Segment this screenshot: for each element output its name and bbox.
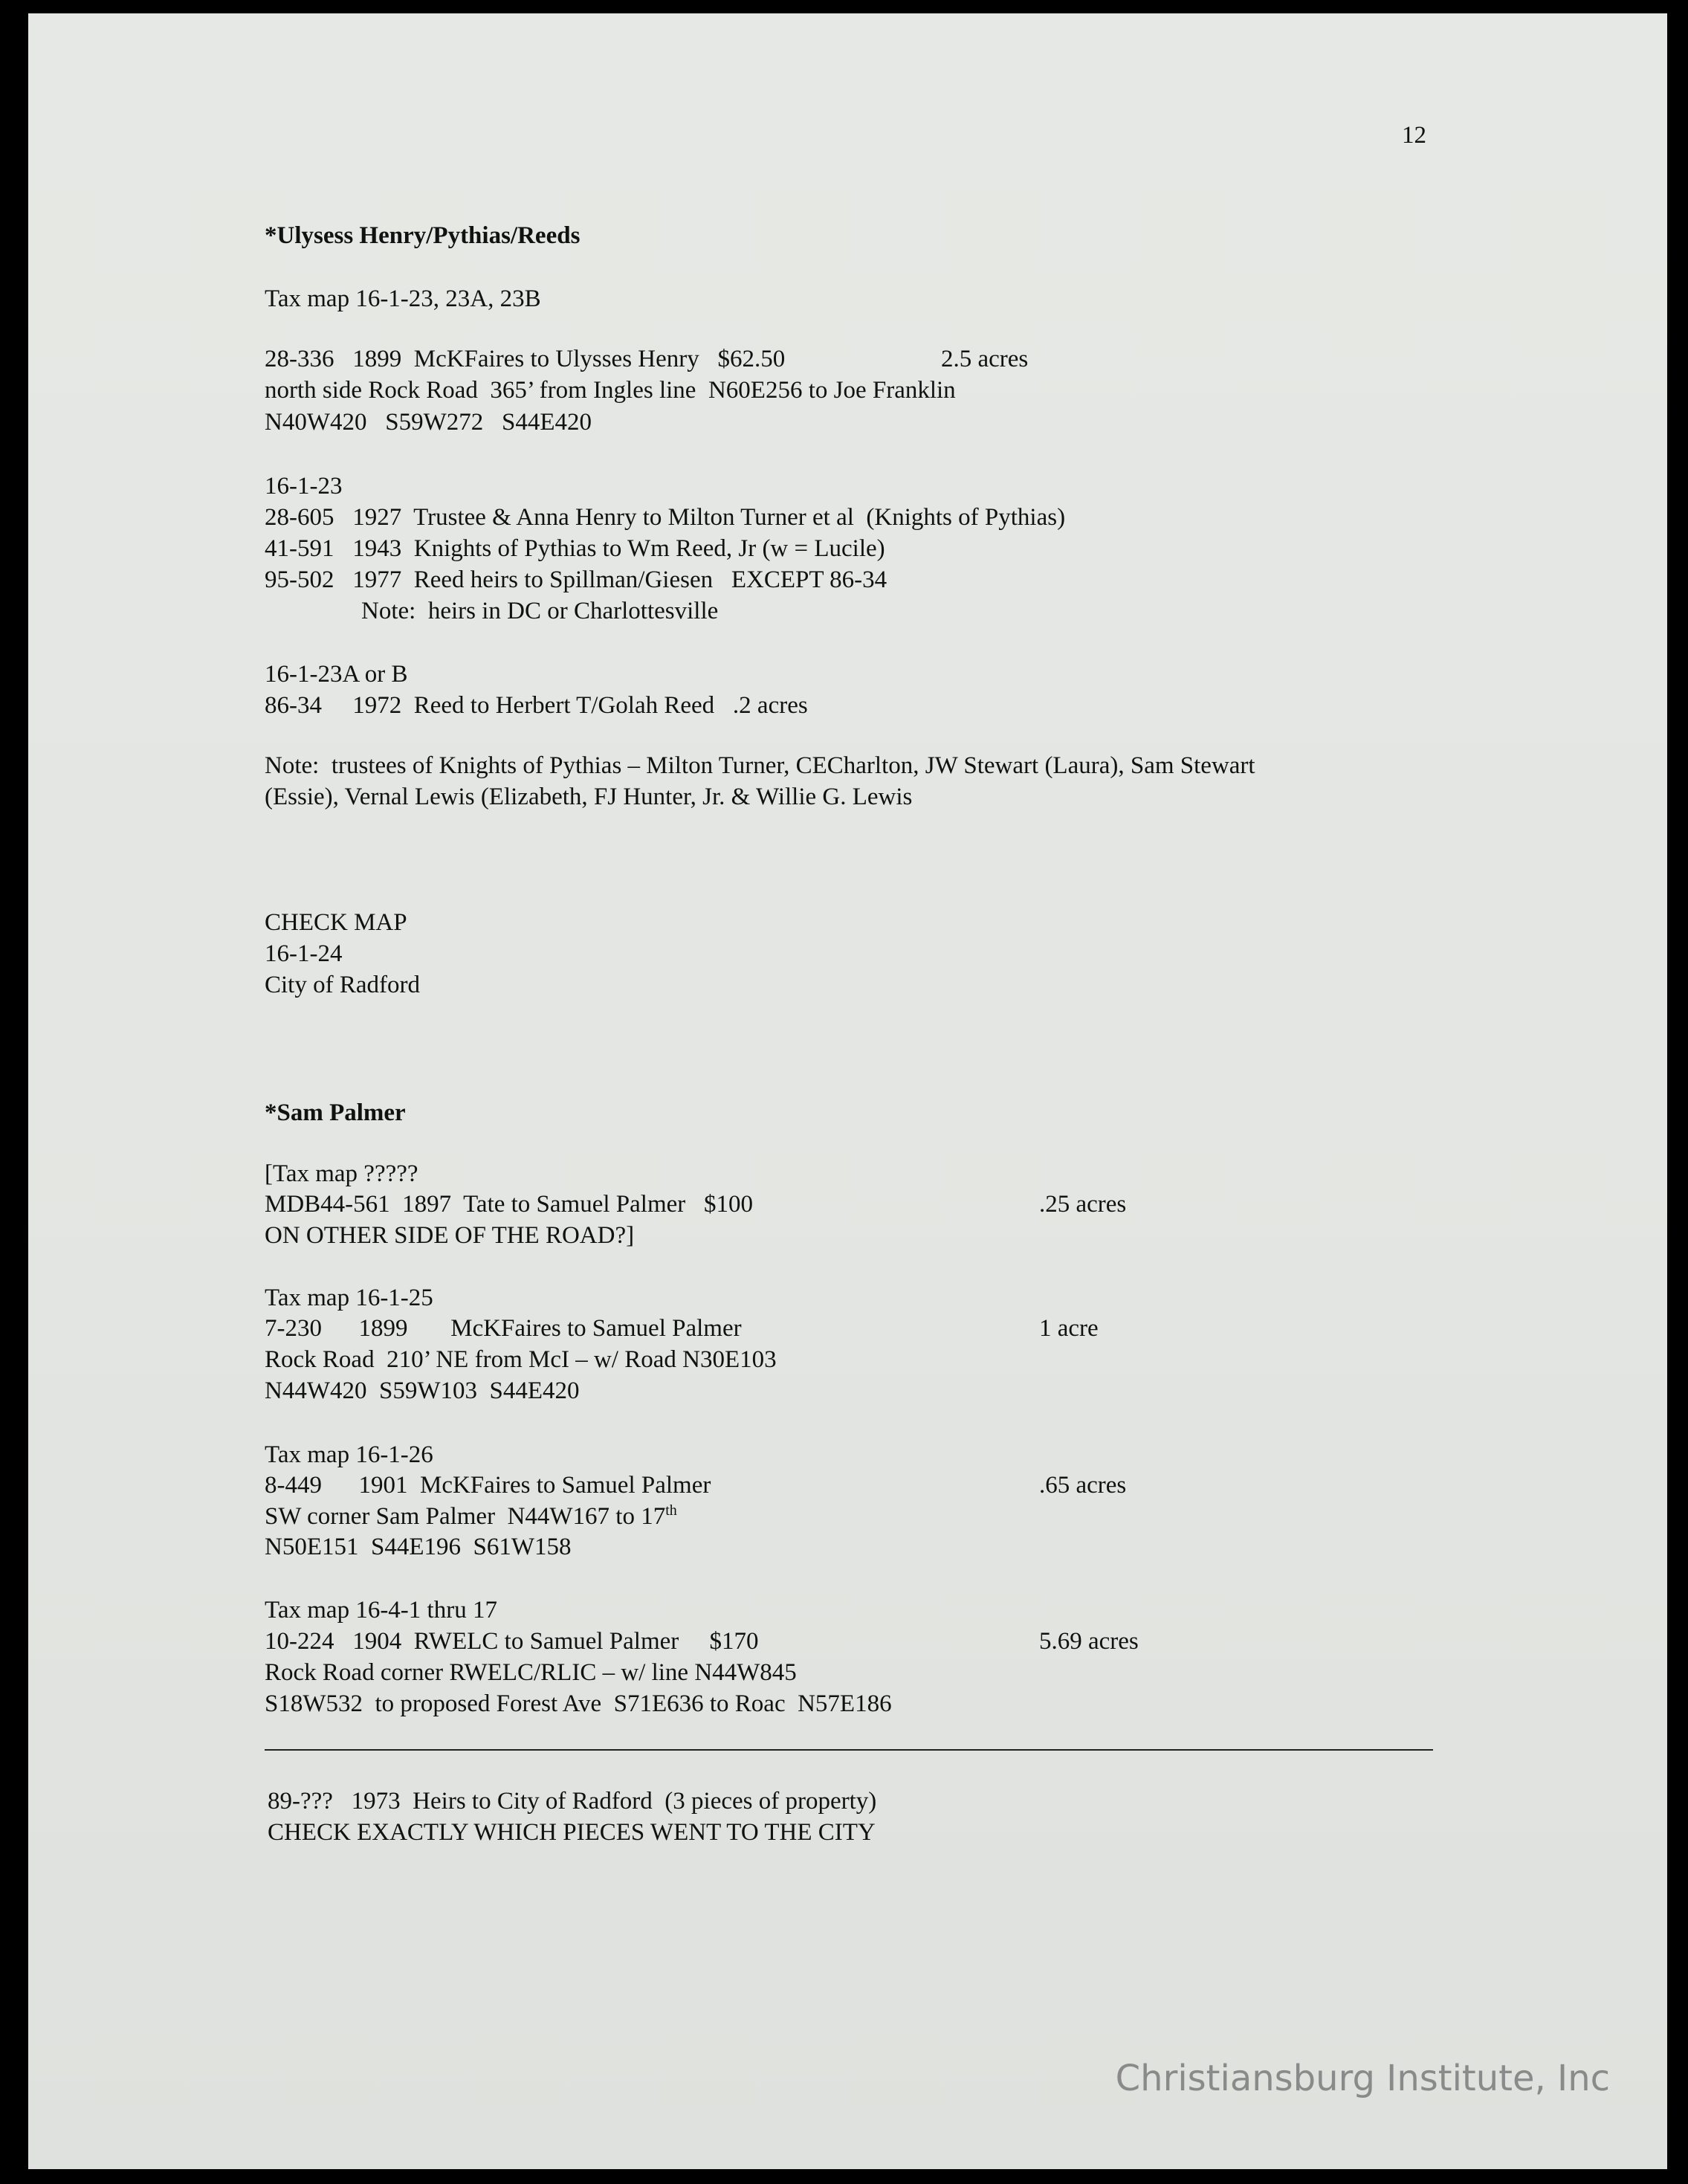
deed-description bbox=[265, 1502, 677, 1531]
owner-name: City of Radford bbox=[265, 972, 420, 998]
acreage: 2.5 acres bbox=[941, 346, 1029, 372]
deed-bearings: N50E151 S44E196 S61W158 bbox=[265, 1534, 572, 1560]
horizontal-rule bbox=[265, 1749, 1433, 1751]
deed-bearings: N40W420 S59W272 S44E420 bbox=[265, 409, 592, 436]
acreage: .25 acres bbox=[1039, 1191, 1127, 1218]
deed-entry: 7-230 1899 McKFaires to Samuel Palmer bbox=[265, 1315, 742, 1342]
section-heading-ulysess-henry: *Ulysess Henry/Pythias/Reeds bbox=[265, 222, 581, 249]
deed-entry: 86-34 1972 Reed to Herbert T/Golah Reed .2 acres bbox=[265, 692, 808, 719]
check-map-label: CHECK MAP bbox=[265, 909, 407, 936]
parcel-id: 16-1-24 bbox=[265, 940, 343, 967]
deed-entry: 41-591 1943 Knights of Pythias to Wm Reed, Jr (w = Lucile) bbox=[265, 535, 885, 562]
deed-description: Rock Road corner RWELC/RLIC – w/ line N44W845 bbox=[265, 1659, 797, 1686]
deed-entry: 89-??? 1973 Heirs to City of Radford (3 pieces of property) bbox=[268, 1788, 877, 1815]
trustees-note: Note: trustees of Knights of Pythias – Milton Turner, CECharlton, JW Stewart (Laura), Sam Stewart bbox=[265, 752, 1255, 779]
deed-bearings: N44W420 S59W103 S44E420 bbox=[265, 1377, 580, 1404]
deed-entry: 10-224 1904 RWELC to Samuel Palmer $170 bbox=[265, 1628, 759, 1655]
parcel-id: 16-1-23A or B bbox=[265, 661, 408, 688]
acreage: 5.69 acres bbox=[1039, 1628, 1139, 1655]
parcel-id: 16-1-23 bbox=[265, 473, 343, 500]
section-heading-sam-palmer: *Sam Palmer bbox=[265, 1099, 406, 1126]
tax-map-line: Tax map 16-1-25 bbox=[265, 1285, 433, 1311]
trustees-note: (Essie), Vernal Lewis (Elizabeth, FJ Hunter, Jr. & Willie G. Lewis bbox=[265, 784, 913, 810]
tax-map-line: Tax map 16-4-1 thru 17 bbox=[265, 1597, 497, 1624]
note-line: Note: heirs in DC or Charlottesville bbox=[361, 598, 719, 624]
deed-description: north side Rock Road 365’ from Ingles line N60E256 to Joe Franklin bbox=[265, 377, 956, 404]
ordinal-suffix: th bbox=[665, 1502, 677, 1519]
check-note: CHECK EXACTLY WHICH PIECES WENT TO THE CITY bbox=[268, 1819, 876, 1846]
page-number: 12 bbox=[1402, 122, 1426, 149]
deed-description: Rock Road 210’ NE from McI – w/ Road N30E103 bbox=[265, 1346, 777, 1373]
deed-note: ON OTHER SIDE OF THE ROAD?] bbox=[265, 1222, 635, 1249]
acreage: .65 acres bbox=[1039, 1472, 1127, 1499]
deed-entry: 8-449 1901 McKFaires to Samuel Palmer bbox=[265, 1472, 711, 1499]
tax-map-line: [Tax map ????? bbox=[265, 1160, 418, 1187]
deed-entry: 28-605 1927 Trustee & Anna Henry to Milton Turner et al (Knights of Pythias) bbox=[265, 504, 1066, 531]
tax-map-line: Tax map 16-1-23, 23A, 23B bbox=[265, 285, 541, 312]
watermark: Christiansburg Institute, Inc bbox=[1115, 2058, 1610, 2099]
deed-description-text: SW corner Sam Palmer N44W167 to 17 bbox=[265, 1503, 666, 1530]
deed-bearings: S18W532 to proposed Forest Ave S71E636 to Roac N57E186 bbox=[265, 1690, 892, 1717]
deed-entry: MDB44-561 1897 Tate to Samuel Palmer $100 bbox=[265, 1191, 754, 1218]
deed-entry: 95-502 1977 Reed heirs to Spillman/Giesen EXCEPT 86-34 bbox=[265, 566, 887, 593]
tax-map-line: Tax map 16-1-26 bbox=[265, 1441, 433, 1468]
deed-entry: 28-336 1899 McKFaires to Ulysses Henry $62.50 bbox=[265, 346, 786, 372]
acreage: 1 acre bbox=[1039, 1315, 1099, 1342]
